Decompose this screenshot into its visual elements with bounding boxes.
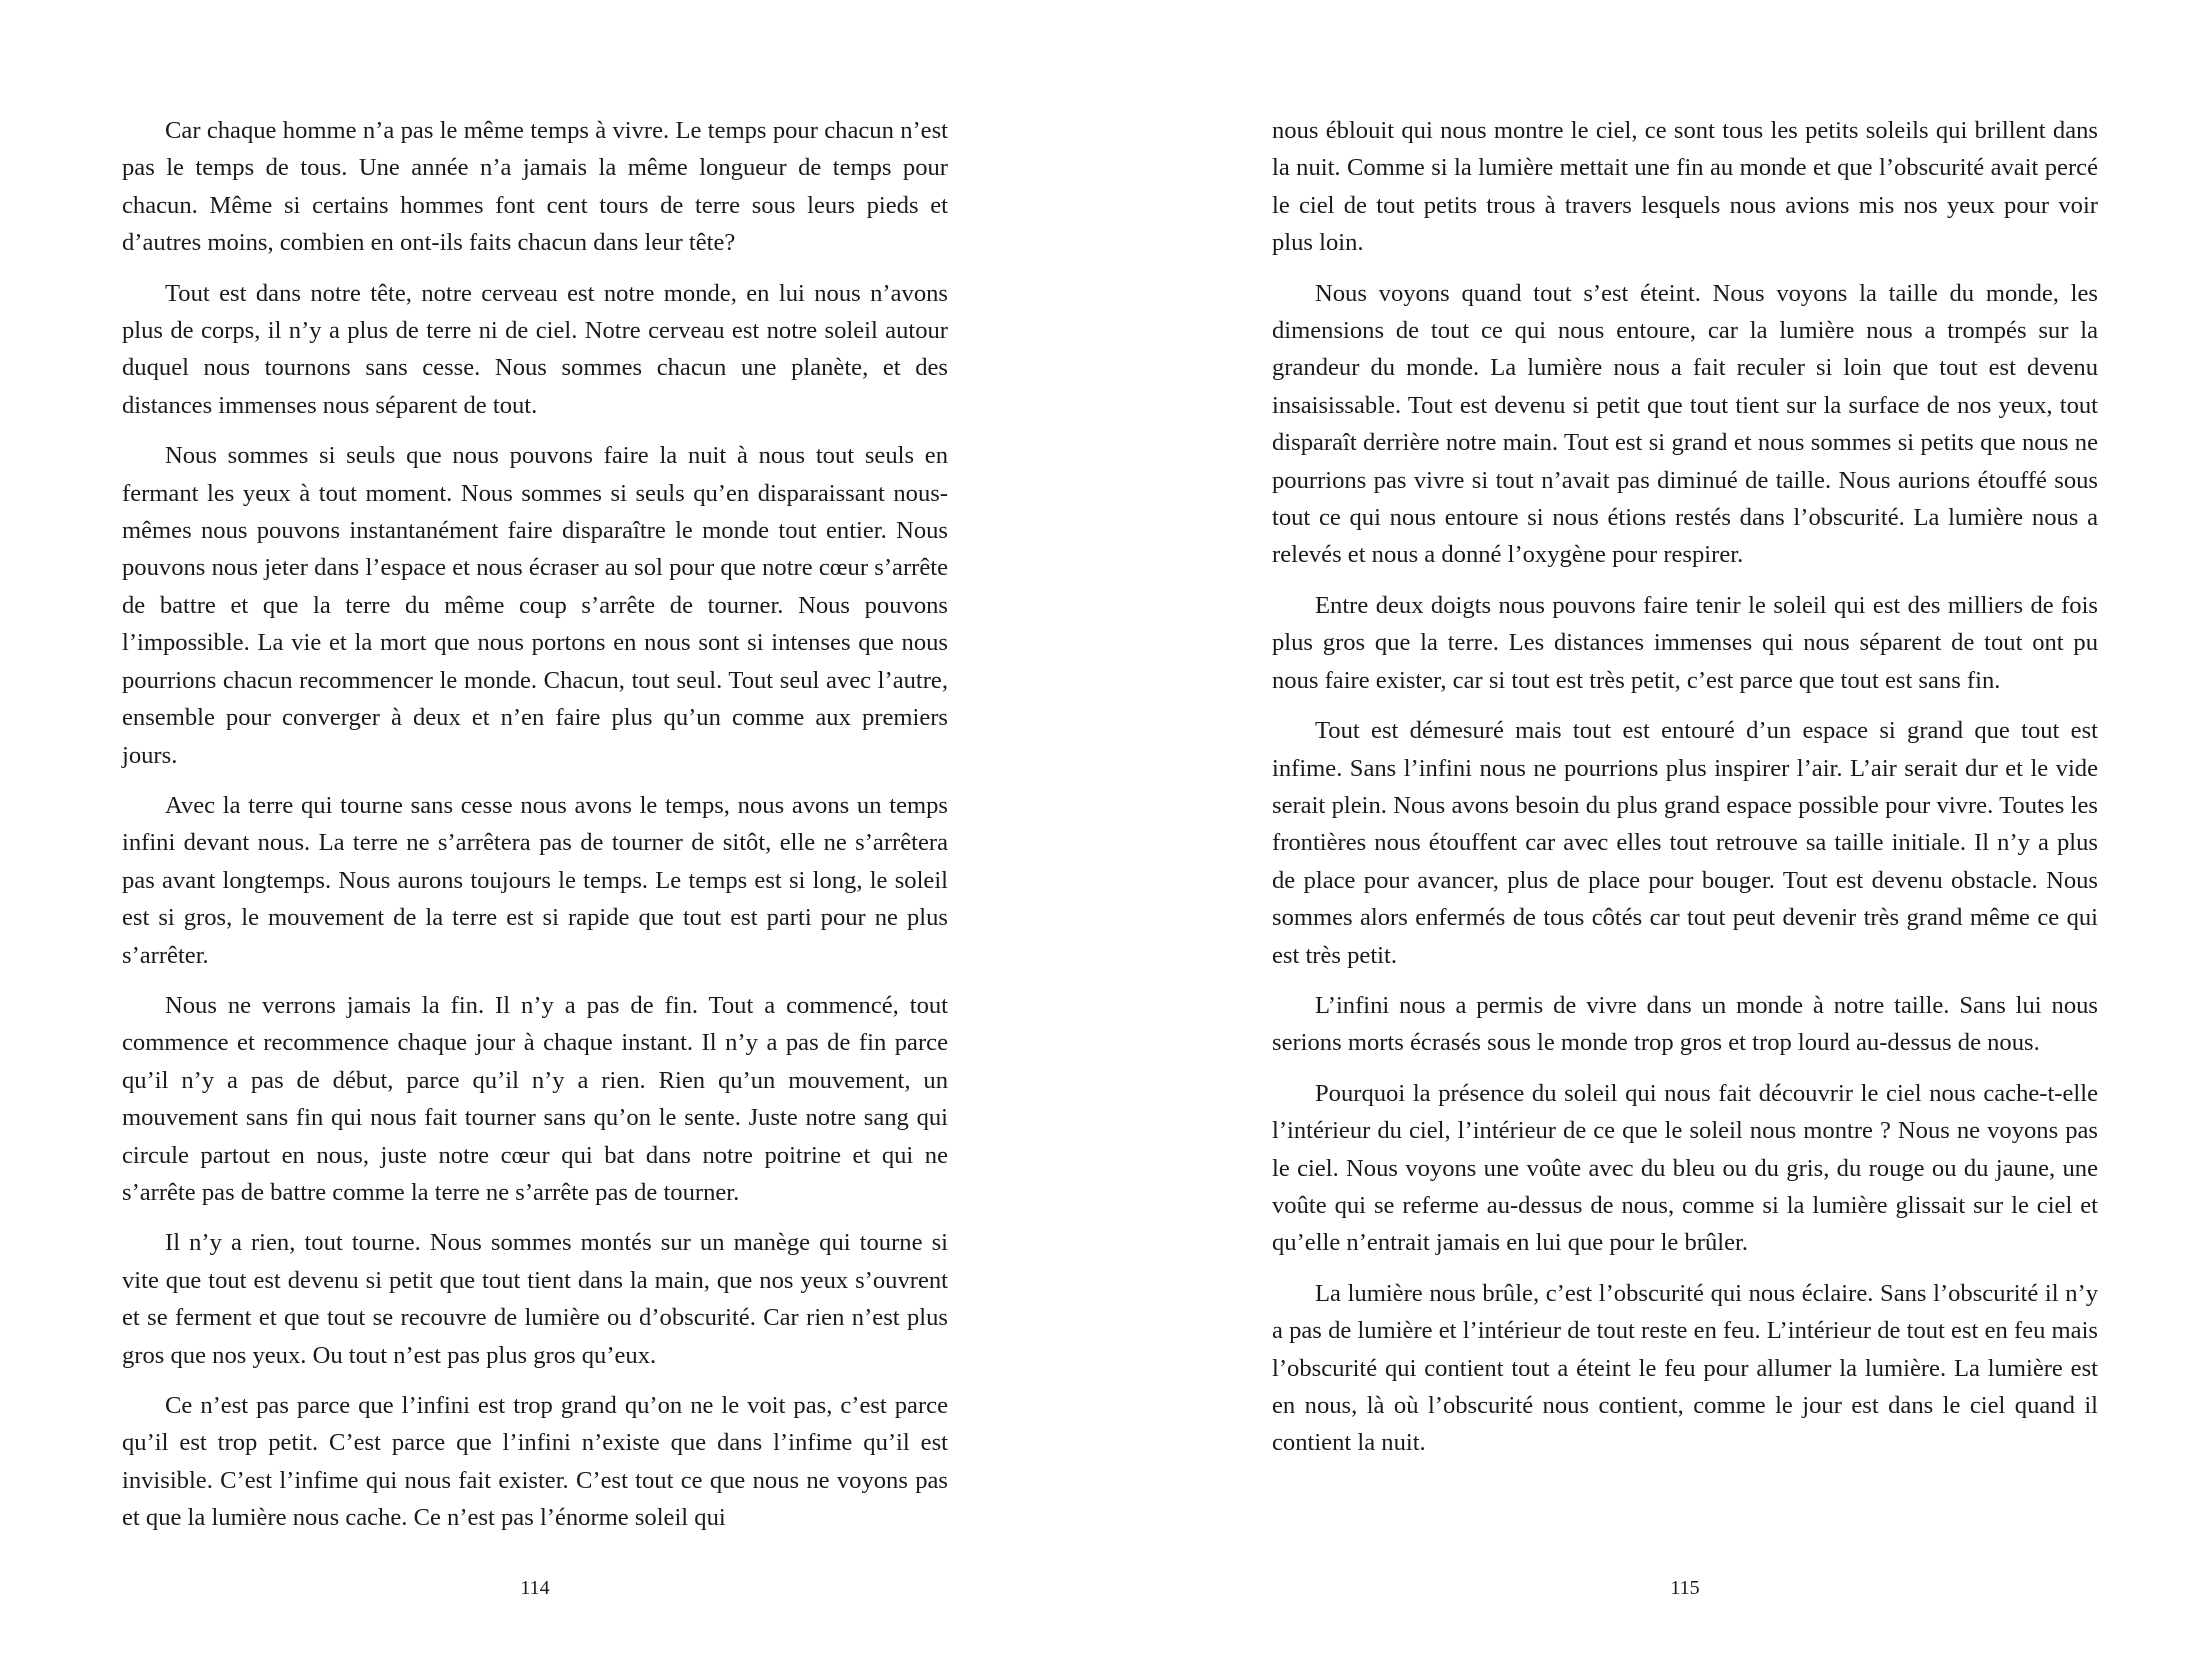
paragraph: Nous voyons quand tout s’est éteint. Nous voyons la taille du monde, les dimensions de tout ce qui nous entoure, car la lumière nous a trompés sur la grandeur du monde. La lumière nous a fait reculer si loin que tout est devenu insaisissable. Tout est devenu si petit que tout tient sur la surface de nos yeux, tout disparaît derrière notre main. Tout est si grand et nous sommes si petits que nous ne pourrions pas vivre si tout n’avait pas diminué de taille. Nous aurions étouffé sous tout ce qui nous entoure si nous étions restés dans l’obscurité. La lumière nous a relevés et nous a donné l’oxygène pour respirer. [1272,279,2098,569]
paragraph-continued: nous éblouit qui nous montre le ciel, ce sont tous les petits soleils qui brillent dans la nuit. Comme si la lumière mettait une fin au monde et que l’obscurité avait percé le ciel de tout petits trous à travers lesquels nous avions mis nos yeux pour voir plus loin. [1272,117,2098,257]
right-page-text [1272,112,2098,1475]
paragraph: Pourquoi la présence du soleil qui nous fait découvrir le ciel nous cache-t-elle l’intérieur du ciel, l’intérieur de ce que le soleil nous montre ? Nous ne voyons pas le ciel. Nous voyons une voûte avec du bleu ou du gris, du rouge ou du jaune, une voûte qui se referme au-dessus de nous, comme si la lumière glissait sur le ciel et qu’elle n’entrait jamais en lui que pour le brûler. [1272,1079,2098,1257]
paragraph: Il n’y a rien, tout tourne. Nous sommes montés sur un manège qui tourne si vite que tout est devenu si petit que tout tient dans la main, que nos yeux s’ouvrent et se ferment et que tout se recouvre de lumière ou d’obscurité. Car rien n’est plus gros que nos yeux. Ou tout n’est pas plus gros qu’eux. [122,1229,948,1369]
paragraph: Avec la terre qui tourne sans cesse nous avons le temps, nous avons un temps infini devant nous. La terre ne s’arrêtera pas de tourner de sitôt, elle ne s’arrêtera pas avant longtemps. Nous aurons toujours le temps. Le temps est si long, le soleil est si gros, le mouvement de la terre est si rapide que tout est parti pour ne plus s’arrêter. [122,791,948,969]
paragraph: Tout est démesuré mais tout est entouré d’un espace si grand que tout est infime. Sans l’infini nous ne pourrions plus inspirer l’air. L’air serait dur et le vide serait plein. Nous avons besoin du plus grand espace possible pour vivre. Toutes les frontières nous étouffent car avec elles tout retrouve sa taille initiale. Il n’y a plus de place pour avancer, plus de place pour bouger. Tout est devenu obstacle. Nous sommes alors enfermés de tous côtés car tout peut devenir très grand même ce qui est très petit. [1272,717,2098,969]
paragraph: L’infini nous a permis de vivre dans un monde à notre taille. Sans lui nous serions morts écrasés sous le monde trop gros et trop lourd au-dessus de nous. [1272,991,2098,1057]
page-number: 115 [1670,1577,1700,1599]
paragraph: Car chaque homme n’a pas le même temps à vivre. Le temps pour chacun n’est pas le temps de tous. Une année n’a jamais la même longueur de temps pour chacun. Même si certains hommes font cent tours de terre sous leurs pieds et d’autres moins, combien en ont-ils faits chacun dans leur tête? [122,117,948,257]
page-number: 114 [520,1577,550,1599]
paragraph: Nous ne verrons jamais la fin. Il n’y a pas de fin. Tout a commencé, tout commence et recommence chaque jour à chaque instant. Il n’y a pas de fin parce qu’il n’y a pas de début, parce qu’il n’y a rien. Rien qu’un mouvement, un mouvement sans fin qui nous fait tourner sans qu’on le sente. Juste notre sang qui circule partout en nous, juste notre cœur qui bat dans notre poitrine et qui ne s’arrête pas de battre comme la terre ne s’arrête pas de tourner. [122,991,948,1206]
left-page [0,0,1102,1654]
paragraph: La lumière nous brûle, c’est l’obscurité qui nous éclaire. Sans l’obscurité il n’y a pas de lumière et l’intérieur de tout reste en feu. L’intérieur de tout est en feu mais l’obscurité qui contient tout a éteint le feu pour allumer la lumière. La lumière est en nous, là où l’obscurité nous contient, comme le jour est dans le ciel quand il contient la nuit. [1272,1279,2098,1457]
paragraph: Nous sommes si seuls que nous pouvons faire la nuit à nous tout seuls en fermant les yeux à tout moment. Nous sommes si seuls qu’en disparaissant nous-mêmes nous pouvons instantanément faire disparaître le monde tout entier. Nous pouvons nous jeter dans l’espace et nous écraser au sol pour que notre cœur s’arrête de battre et que la terre du même coup s’arrête de tourner. Nous pouvons l’impossible. La vie et la mort que nous portons en nous sont si intenses que nous pourrions chacun recommencer le monde. Chacun, tout seul. Tout seul avec l’autre, ensemble pour converger à deux et n’en faire plus qu’un comme aux premiers jours. [122,442,948,769]
paragraph: Entre deux doigts nous pouvons faire tenir le soleil qui est des milliers de fois plus gros que la terre. Les distances immenses qui nous séparent de tout ont pu nous faire exister, car si tout est très petit, c’est parce que tout est sans fin. [1272,591,2098,694]
paragraph: Tout est dans notre tête, notre cerveau est notre monde, en lui nous n’avons plus de corps, il n’y a plus de terre ni de ciel. Notre cerveau est notre soleil autour duquel nous tournons sans cesse. Nous sommes chacun une planète, et des distances immenses nous séparent de tout. [122,279,948,419]
paragraph: Ce n’est pas parce que l’infini est trop grand qu’on ne le voit pas, c’est parce qu’il est trop petit. C’est parce que l’infini n’existe que dans l’infime qu’il est invisible. C’est l’infime qui nous fait exister. C’est tout ce que nous ne voyons pas et que la lumière nous cache. Ce n’est pas l’énorme soleil qui [122,1392,948,1532]
left-page-text [122,112,948,1550]
right-page [1102,0,2205,1654]
